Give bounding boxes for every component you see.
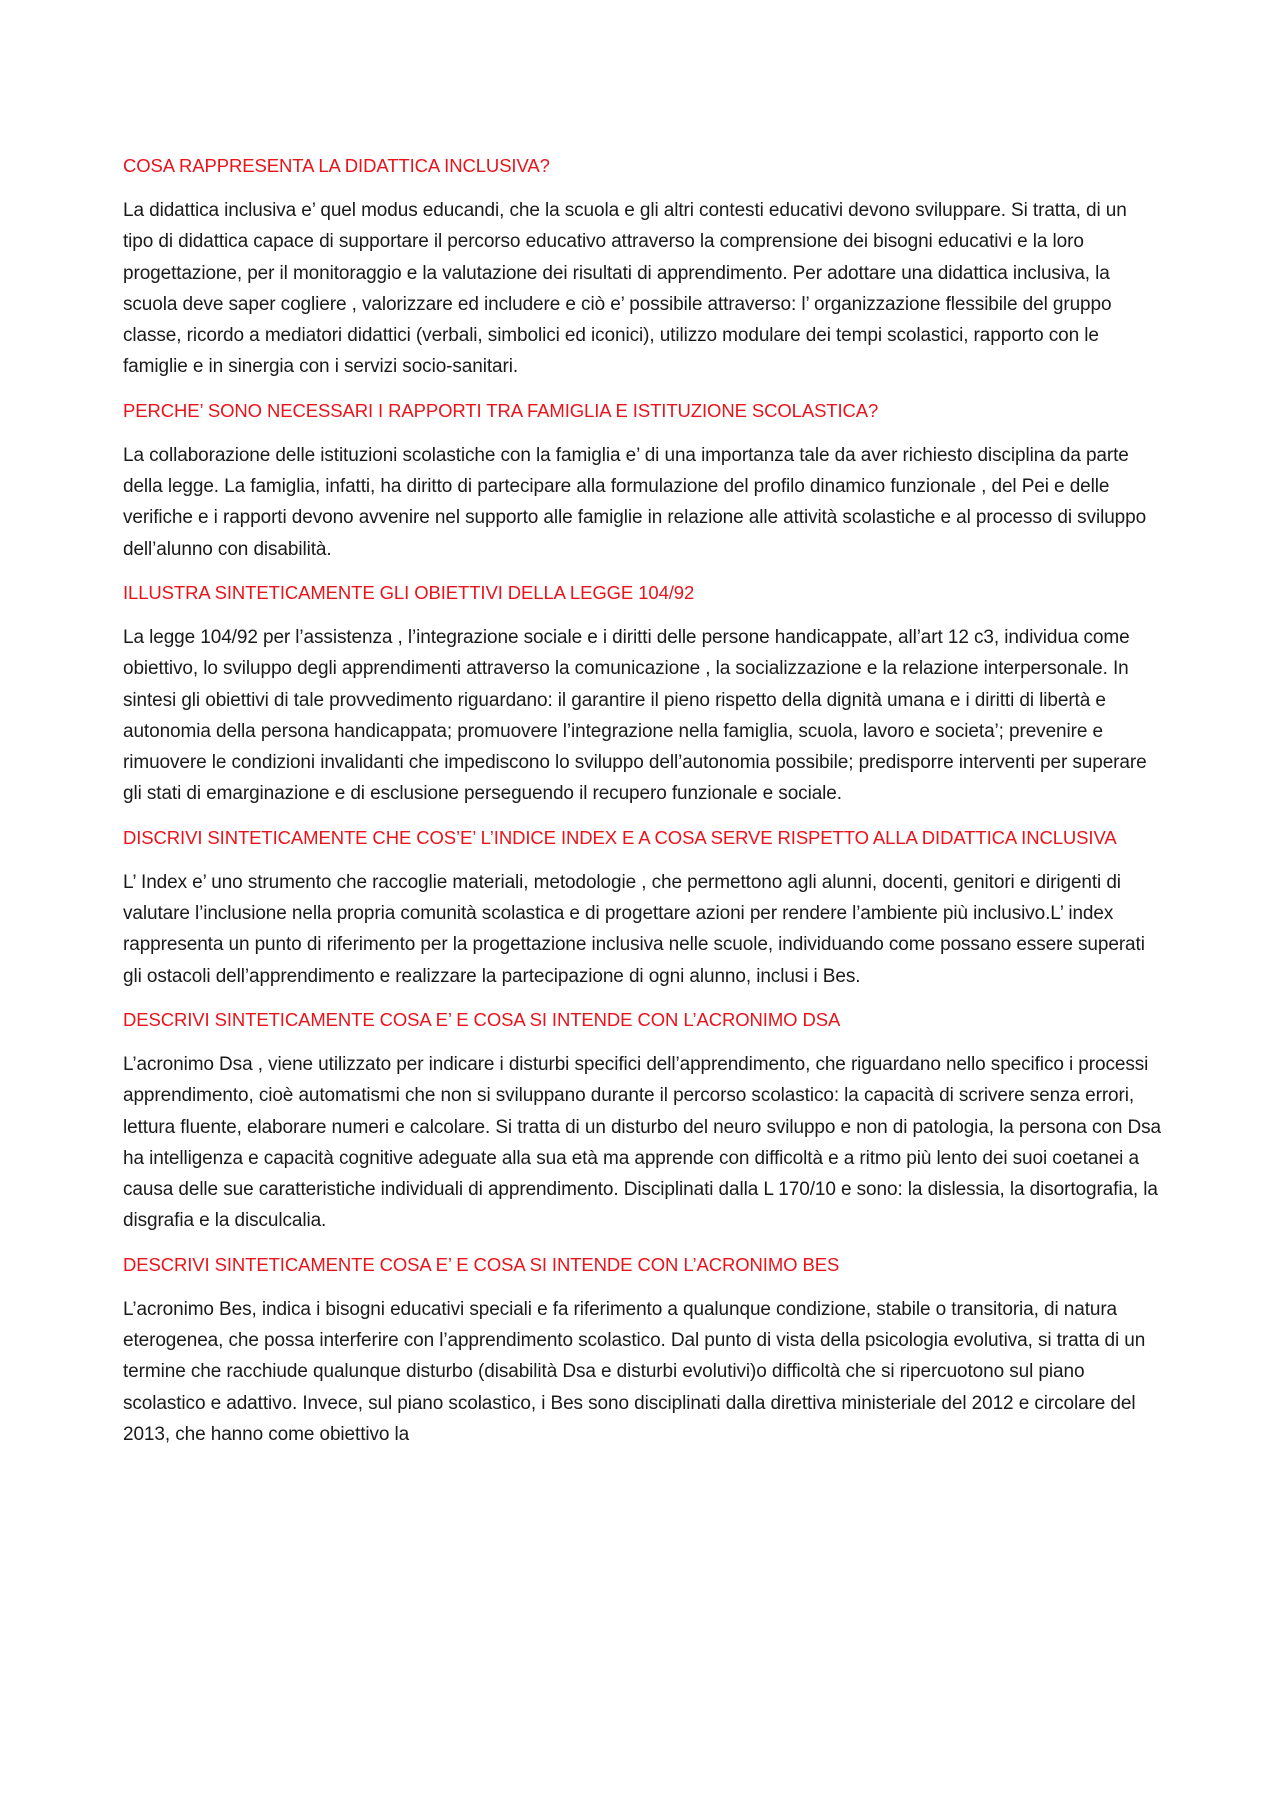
- question-heading: COSA RAPPRESENTA LA DIDATTICA INCLUSIVA?: [123, 155, 550, 176]
- answer-paragraph: La legge 104/92 per l’assistenza , l’integrazione sociale e i diritti delle persone handicappate, all’art 12 c3, individua come obiettivo, lo sviluppo degli apprendimenti attraverso la comunicazione , la socializzazione e la relazione interpersonale. In sintesi gli obiettivi di tale provvedimento riguardano: il garantire il pieno rispetto della dignità umana e i diritti di libertà e autonomia della persona handicappata; promuovere l’integrazione nella famiglia, scuola, lavoro e societa’; prevenire e rimuovere le condizioni invalidanti che impediscono lo sviluppo dell’autonomia possibile; predisporre interventi per superare gli stati di emarginazione e di esclusione perseguendo il recupero funzionale e sociale.: [123, 626, 1147, 805]
- question-heading: DESCRIVI SINTETICAMENTE COSA E’ E COSA SI INTENDE CON L’ACRONIMO BES: [123, 1253, 840, 1275]
- answer-paragraph: La collaborazione delle istituzioni scolastiche con la famiglia e’ di una importanza tale da aver richiesto disciplina da parte della legge. La famiglia, infatti, ha diritto di partecipare alla formulazione del profilo dinamico funzionale , del Pei e delle verifiche e i rapporti devono avvenire nel supporto alle famiglie in relazione alle attività scolastiche e al processo di sviluppo dell’alunno con disabilità.: [123, 444, 1147, 560]
- section-didattica-inclusiva: [123, 150, 1162, 383]
- question-heading: PERCHE’ SONO NECESSARI I RAPPORTI TRA FAMIGLIA E ISTITUZIONE SCOLASTICA?: [123, 399, 879, 421]
- section-index: [123, 822, 1162, 992]
- section-legge-104-92: [123, 577, 1162, 810]
- answer-paragraph: La didattica inclusiva e’ quel modus educandi, che la scuola e gli altri contesti educativi devono sviluppare. Si tratta, di un tipo di didattica capace di supportare il percorso educativo attraverso la comprensione dei bisogni educativi e la loro progettazione, per il monitoraggio e la valutazione dei risultati di apprendimento. Per adottare una didattica inclusiva, la scuola deve saper cogliere , valorizzare ed includere e ciò e’ possibile attraverso: l’ organizzazione flessibile del gruppo classe, ricordo a mediatori didattici (verbali, simbolici ed iconici), utilizzo modulare dei tempi scolastici, rapporto con le famiglie e in sinergia con i servizi socio-sanitari.: [123, 200, 1127, 378]
- answer-paragraph: L’acronimo Dsa , viene utilizzato per indicare i disturbi specifici dell’apprendimento, che riguardano nello specifico i processi apprendimento, cioè automatismi che non si sviluppano durante il percorso scolastico: la capacità di scrivere senza errori, lettura fluente, elaborare numeri e calcolare. Si tratta di un disturbo del neuro sviluppo e non di patologia, la persona con Dsa ha intelligenza e capacità cognitive adeguate alla sua età ma apprende con difficoltà e a ritmo più lento dei suoi coetanei a causa delle sue caratteristiche individuali di apprendimento. Disciplinati dalla L 170/10 e sono: la dislessia, la disortografia, la disgrafia e la disculcalia.: [123, 1053, 1162, 1232]
- answer-paragraph: L’acronimo Bes, indica i bisogni educativi speciali e fa riferimento a qualunque condizione, stabile o transitoria, di natura eterogenea, che possa interferire con l’apprendimento scolastico. Dal punto di vista della psicologia evolutiva, si tratta di un termine che racchiude qualunque disturbo (disabilità Dsa e disturbi evolutivi)o difficoltà che si ripercuotono sul piano scolastico e adattivo. Invece, sul piano scolastico, i Bes sono disciplinati dalla direttiva ministeriale del 2012 e circolare del 2013, che hanno come obiettivo la: [123, 1298, 1146, 1445]
- question-heading: DESCRIVI SINTETICAMENTE COSA E’ E COSA SI INTENDE CON L’ACRONIMO DSA: [123, 1008, 841, 1030]
- question-heading: ILLUSTRA SINTETICAMENTE GLI OBIETTIVI DELLA LEGGE 104/92: [123, 581, 695, 603]
- section-famiglia-istituzione: [123, 395, 1162, 565]
- question-heading: DISCRIVI SINTETICAMENTE CHE COS’E’ L’INDICE INDEX E A COSA SERVE RISPETTO ALLA DIDATTICA INCLUSIVA: [123, 826, 1117, 848]
- answer-paragraph: L’ Index e’ uno strumento che raccoglie materiali, metodologie , che permettono agli alunni, docenti, genitori e dirigenti di valutare l’inclusione nella propria comunità scolastica e di progettare azioni per rendere l’ambiente più inclusivo.L’ index rappresenta un punto di riferimento per la progettazione inclusiva nelle scuole, individuando come possano essere superati gli ostacoli dell’apprendimento e realizzare la partecipazione di ogni alunno, inclusi i Bes.: [123, 871, 1145, 987]
- section-dsa: [123, 1004, 1162, 1237]
- section-bes: [123, 1249, 1162, 1450]
